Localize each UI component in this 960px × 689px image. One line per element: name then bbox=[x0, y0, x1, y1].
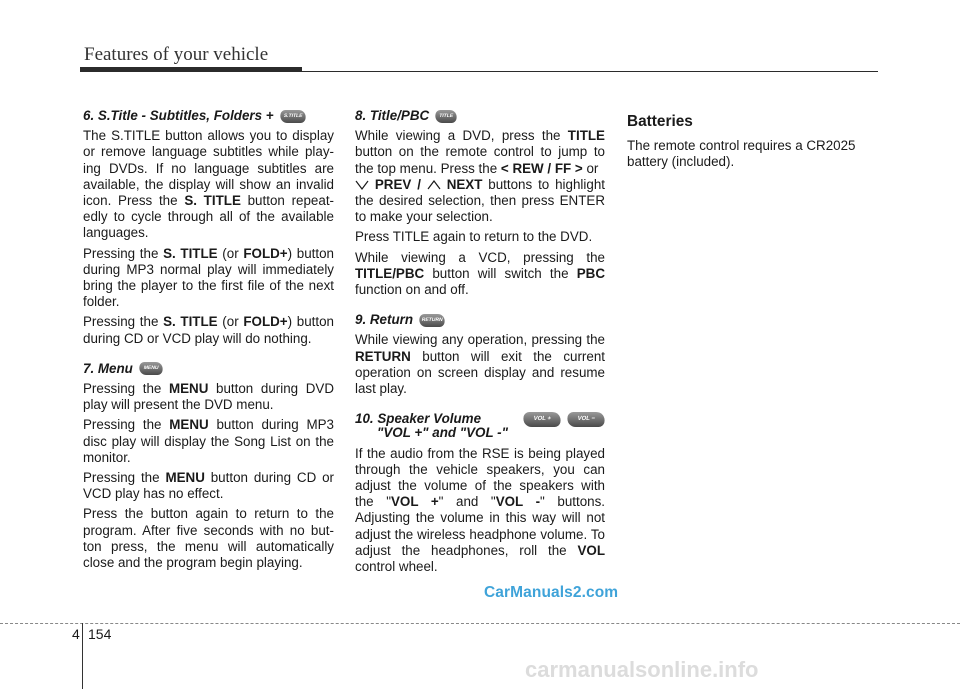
return-button-icon: RETURN bbox=[418, 314, 447, 327]
menu-paragraph-2: Pressing the MENU button during MP3 disc play will display the Song List on the monitor. bbox=[83, 417, 335, 465]
s-title-paragraph-2: Pressing the S. TITLE (or FOLD+) button during MP3 normal play will immediately bring the player to the first file of the next folder. bbox=[83, 245, 334, 310]
title-pbc-paragraph-3: While viewing a VCD, pressing the TITLE/PBC button will switch the PBC function on and off. bbox=[355, 249, 605, 298]
menu-paragraph-1: Pressing the MENU button during DVD play will present the DVD menu. bbox=[83, 381, 335, 413]
title-pbc-paragraph-2: Press TITLE again to return to the DVD. bbox=[355, 229, 593, 245]
section-heading-speaker-volume: 10. Speaker Volume VOL + VOL − bbox=[355, 411, 605, 427]
down-chevron-icon bbox=[355, 180, 369, 190]
footer-divider bbox=[0, 623, 960, 624]
up-chevron-icon bbox=[427, 180, 441, 190]
s-title-paragraph-1: The S.TITLE button allows you to display or remove language subtitles while play-ing DVDs. If no language subtitles are available, the display will show an invalid icon. Press the S. TITLE button repeat-edly to cycle through all of the available languages. bbox=[83, 128, 334, 241]
section-number: 4 bbox=[72, 626, 80, 642]
section-heading-title-pbc: 8. Title/PBC TITLE bbox=[355, 108, 605, 124]
watermark-link[interactable]: CarManuals2.com bbox=[484, 584, 619, 601]
section-heading-return: 9. Return RETURN bbox=[355, 312, 605, 328]
s-title-button-icon: S.TITLE bbox=[278, 110, 307, 123]
header-rule-thin bbox=[80, 71, 878, 72]
section-heading-menu: 7. Menu MENU bbox=[83, 361, 334, 377]
section-heading-batteries: Batteries bbox=[627, 113, 693, 130]
section-subheading-speaker-volume: "VOL +" and "VOL -" bbox=[377, 425, 508, 441]
s-title-paragraph-3: Pressing the S. TITLE (or FOLD+) button during CD or VCD play will do nothing. bbox=[83, 314, 334, 346]
vol-plus-button-icon: VOL + bbox=[521, 412, 562, 427]
return-paragraph-1: While viewing any operation, pressing the RETURN button will exit the current operation on screen display and resume last play. bbox=[355, 332, 605, 397]
menu-paragraph-4: Press the button again to return to the program. After five seconds with no but-ton press, the menu will automatically close and the program begin playing. bbox=[83, 506, 334, 571]
speaker-volume-paragraph-1: If the audio from the RSE is being played through the vehicle speakers, you can adjust the volume of the speakers with the "VOL +" and "VOL -" buttons. Adjusting the volume in this way will not adjust the wireless headphone volume. To adjust the headphones, roll the VOL control wheel. bbox=[355, 445, 606, 575]
column-2 bbox=[355, 108, 605, 579]
page-header-title: Features of your vehicle bbox=[84, 44, 269, 65]
batteries-paragraph: The remote control requires a CR2025 battery (included). bbox=[627, 138, 856, 170]
footer-vertical-rule bbox=[82, 623, 83, 689]
vol-minus-button-icon: VOL − bbox=[565, 412, 606, 427]
menu-button-icon: MENU bbox=[137, 362, 164, 375]
section-heading-s-title: 6. S.Title - Subtitles, Folders + S.TITLE bbox=[83, 108, 334, 124]
page-number: 154 bbox=[88, 626, 112, 642]
title-button-icon: TITLE bbox=[434, 110, 459, 123]
column-3 bbox=[627, 108, 879, 175]
menu-paragraph-3: Pressing the MENU button during CD or VCD play has no effect. bbox=[83, 470, 334, 502]
column-1 bbox=[83, 108, 334, 575]
watermark-site: carmanualsonline.info bbox=[525, 657, 759, 682]
title-pbc-paragraph-1: While viewing a DVD, press the TITLE button on the remote control to jump to the top menu. Press the < REW / FF > or PREV / NEXT buttons to highlight the desired selection, then press ENTER to make your selection. bbox=[355, 128, 605, 225]
